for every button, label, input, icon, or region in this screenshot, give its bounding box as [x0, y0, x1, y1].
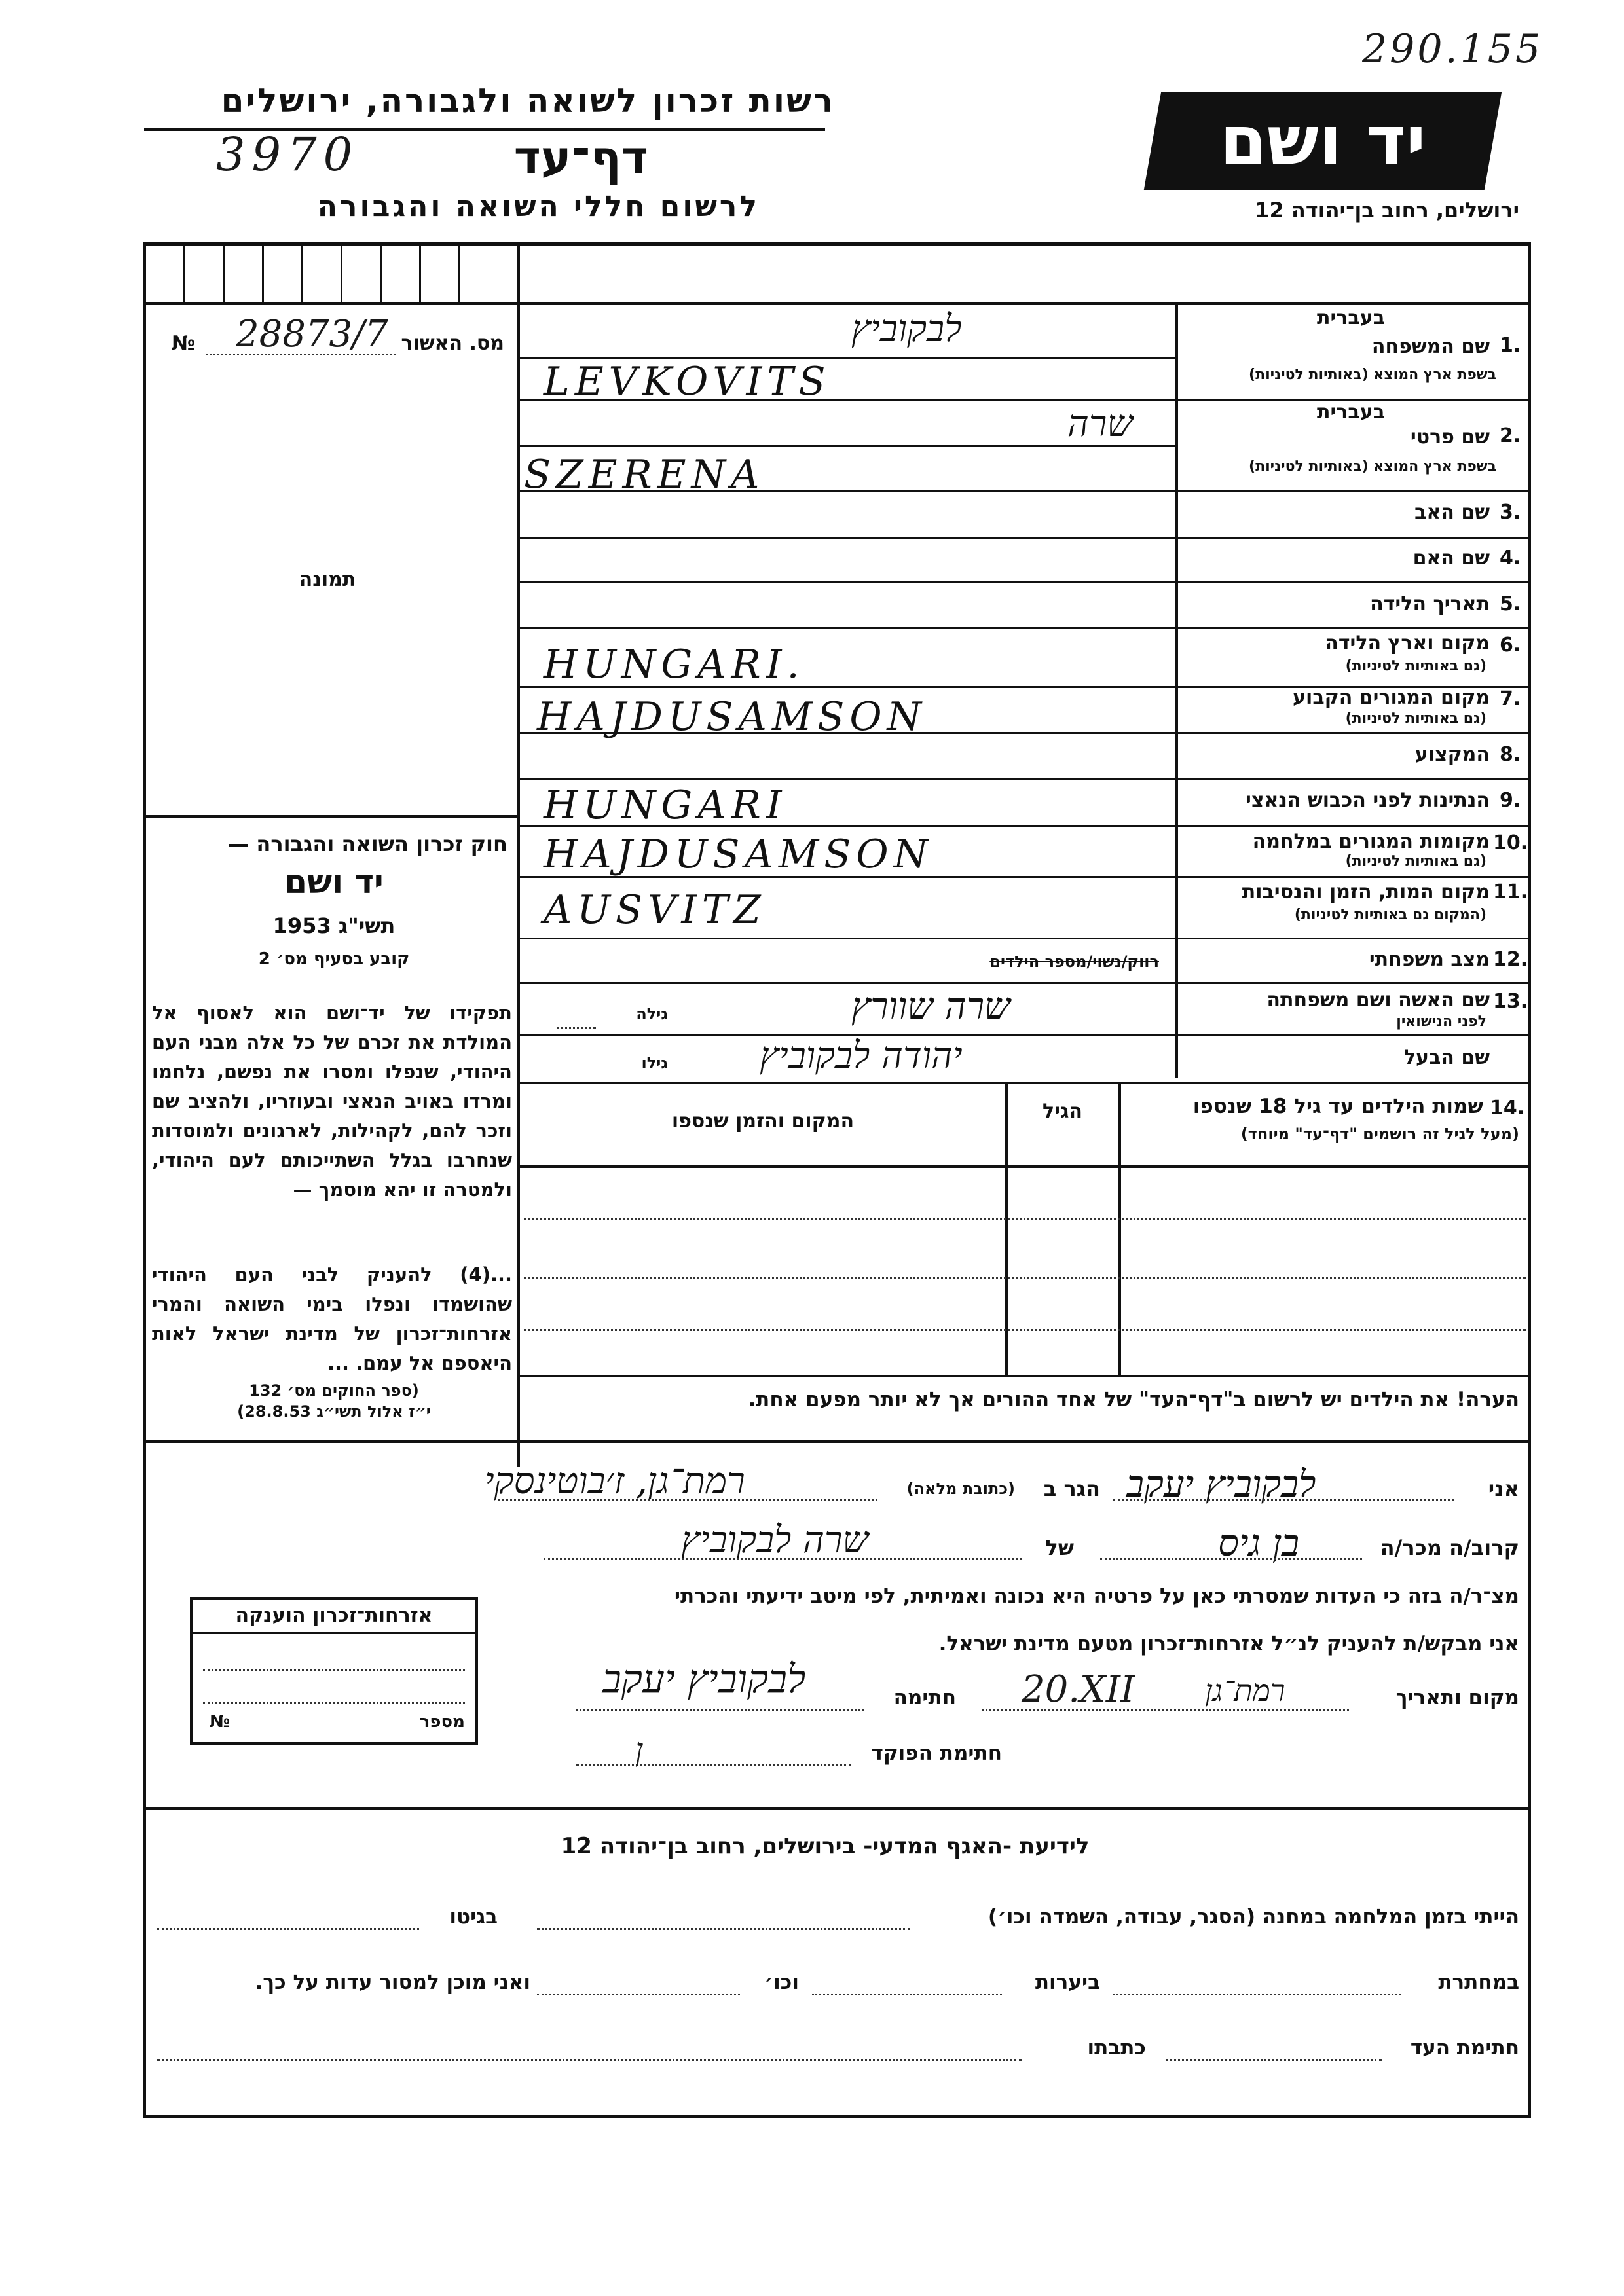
field-11-sub: (המקום גם באותיות לטיניות) — [1294, 907, 1486, 923]
bottom-row2-c: וכו׳ — [764, 1971, 799, 1994]
field-13-dots — [557, 1027, 596, 1029]
law-ref-1: (ספר החוקים מס׳ 132 — [249, 1381, 419, 1400]
logo-address: ירושלים, רחוב בן־יהודה 12 — [1255, 198, 1519, 223]
law-text-1: תפקידו של יד־ושם הוא לאסוף אל המולדת את זכרם של כל אלה מבני העם היהודי, שנפלו ומסרו את נפשם, נלחמו ומרדו באויב הנאצי ובעוזריו, ולהציב שם וזכר להם, לקהילות, לארגונים ולמוסדות שנחרבו בגלל השתייכותם לעם היהודי, ולמטרה זו יהא מוסמך — — [152, 1002, 512, 1201]
bottom-row2-b: ביערות — [1035, 1971, 1100, 1994]
decl-rel-prefix: קרוב/ה מכר/ה — [1380, 1535, 1519, 1560]
decl-officer-label: חתימת הפוקד — [871, 1741, 1002, 1765]
decl-sign-dots — [576, 1709, 864, 1711]
field-7-sub: (גם באותיות לטיניות) — [1345, 710, 1486, 727]
field-1-value-hebrew: לבקוביץ — [851, 308, 962, 350]
field-8-label: המקצוע — [1414, 743, 1490, 766]
left-column-divider — [517, 242, 520, 1467]
form-subtitle: לרשום חללי השואה והגבורה — [317, 190, 760, 223]
bottom-row1-b: בגיטו — [449, 1905, 498, 1929]
field-13-label: שם האשה ושם משפחתה — [1266, 989, 1490, 1011]
field-11-value: AUSVITZ — [544, 887, 766, 933]
bottom-title: לידיעת -האגף המדעי- בירושלים, רחוב בן־יהודה 12 — [561, 1833, 1090, 1859]
decl-address: רמת־גן, ז׳בוטינסקי — [485, 1460, 745, 1503]
field-1-hebrew-hdr: בעברית — [1317, 306, 1385, 329]
top-grid-cell — [262, 242, 264, 302]
field-row-rule — [517, 537, 1531, 539]
field-row-rule — [517, 627, 1531, 629]
decl-mid: הגר ב — [1043, 1476, 1100, 1501]
top-grid-rule — [143, 302, 1531, 305]
bottom-row3-b: כתבתו — [1087, 2036, 1146, 2060]
law-year: תשי"ג 1953 — [272, 913, 396, 938]
children-title: שמות הילדים עד גיל 18 שנספו — [1192, 1095, 1483, 1118]
field-7-value: HAJDUSAMSON — [537, 694, 927, 740]
field-7-num: 7. — [1500, 687, 1521, 710]
field-9-num: 9. — [1500, 789, 1521, 812]
children-row-dots — [524, 1329, 1526, 1331]
decl-line4: אני מבקש/ת להעניק לנ״ל אזרחות־זכרון מטעם מדינת ישראל. — [938, 1632, 1519, 1656]
decl-sign: לבקוביץ יעקב — [602, 1656, 806, 1702]
field-2-label: שם פרטי — [1410, 426, 1490, 448]
bottom-row2-dots-b — [812, 1994, 1002, 1995]
decl-sign-label: חתימה — [893, 1686, 956, 1709]
field-1-label: שם המשפחה — [1371, 335, 1490, 358]
husband-value: יהודה לבקוביץ — [760, 1034, 963, 1077]
husband-label: שם הבעל — [1403, 1046, 1490, 1069]
field-11-num: 11. — [1493, 881, 1528, 903]
decl-rel: בן גיס — [1218, 1522, 1300, 1565]
decl-date: 20.XII — [1022, 1668, 1135, 1711]
top-grid-cell — [458, 242, 460, 302]
field-13-value-label: גילה — [636, 1005, 668, 1023]
field-10-value: HAJDUSAMSON — [544, 831, 934, 877]
field-9-value: HUNGARI — [544, 782, 787, 828]
decl-of: של — [1045, 1535, 1074, 1560]
citizenship-box-number-label: מספר — [419, 1712, 465, 1732]
field-3-label: שם האב — [1414, 501, 1490, 524]
decl-mid-sub: (כתובת מלאה) — [906, 1480, 1015, 1498]
top-grid-cell — [341, 242, 342, 302]
citizenship-box-dots — [203, 1669, 465, 1671]
decl-place-date-label: מקום ותאריך — [1395, 1686, 1519, 1709]
children-col-age-left — [1005, 1082, 1008, 1376]
field-row-rule — [517, 778, 1531, 780]
field-row-rule — [517, 982, 1531, 984]
field-13-sub: לפני הנישואין — [1396, 1013, 1486, 1030]
field-row-rule — [517, 938, 1531, 939]
top-grid-cell — [223, 242, 225, 302]
top-grid-cell — [380, 242, 382, 302]
page-number-handwritten: 3970 — [216, 128, 360, 181]
decl-officer-sign-mark: ן — [635, 1732, 644, 1768]
field-1-num: 1. — [1500, 334, 1521, 357]
top-grid-cell — [183, 242, 185, 302]
bottom-row1-dots-b — [157, 1928, 419, 1930]
field-9-label: הנתינות לפני הכבוש הנאצי — [1246, 789, 1490, 812]
top-grid-cell — [419, 242, 421, 302]
bottom-row1-a: הייתי בזמן המלחמה במחנה (הסגר, עבודה, השמדה וכו׳) — [987, 1905, 1519, 1929]
field-2-sub: בשפת ארץ המוצא (באותיות לטיניות) — [1249, 458, 1496, 475]
decl-line3: מצ־ר/ה בזה כי העדות שמסרתי כאן על פרטיה היא נכונה ואמיתית, לפי מיטב ידיעתי והכרתי — [674, 1584, 1519, 1608]
field-1-sub: בשפת ארץ המוצא (באותיות לטיניות) — [1249, 367, 1496, 383]
bottom-row3-dots-a — [1166, 2059, 1382, 2061]
field-5-label: תאריך הלידה — [1370, 592, 1490, 615]
husband-value-label: גילו — [641, 1054, 668, 1072]
field-4-label: שם האם — [1412, 547, 1490, 570]
field-row-rule — [517, 1034, 1531, 1036]
citizenship-box-number-mark: № — [210, 1712, 231, 1732]
law-ref-2: י״ז אלול תשי״ג 28.8.53) — [237, 1402, 431, 1421]
decl-name-dots — [1113, 1499, 1454, 1501]
citizenship-box-dots — [203, 1702, 465, 1704]
bottom-row3-dots-b — [157, 2059, 1022, 2061]
field-8-num: 8. — [1500, 743, 1521, 766]
field-10-num: 10. — [1493, 831, 1528, 854]
children-header-bottom — [517, 1165, 1531, 1168]
field-row-rule — [517, 1082, 1531, 1084]
field-5-num: 5. — [1500, 592, 1521, 615]
logo — [1144, 92, 1502, 190]
law-text-2: ...(4) להעניק לבני העם היהודי שהושמדו ונפלו בימי השואה והמרי אזרחות־זכרון של מדינת ישראל לאות היאספם אל עמם. ... — [152, 1264, 512, 1374]
children-col-place: המקום והזמן שנספו — [671, 1110, 855, 1133]
field-10-label: מקומות המגורים במלחמה — [1252, 830, 1490, 853]
field-3-num: 3. — [1500, 501, 1521, 524]
children-table-bottom — [517, 1375, 1531, 1377]
confirmation-number: 28873/7 — [236, 313, 388, 355]
bottom-row2-a: במחתרת — [1438, 1971, 1519, 1994]
decl-officer-dots — [576, 1764, 851, 1766]
decl-prefix: אני — [1488, 1476, 1519, 1501]
decl-address-dots — [498, 1499, 877, 1501]
law-title: חוק זכרון השואה והגבורה — — [228, 831, 507, 856]
field-2-value-latin: SZERENA — [524, 452, 765, 498]
decl-rel-name-dots — [544, 1558, 1022, 1560]
field-row-rule — [517, 445, 1175, 447]
note-bottom — [143, 1440, 1531, 1443]
photo-box-bottom — [143, 815, 520, 818]
field-6-label: מקום וארץ הלידה — [1325, 632, 1490, 655]
archive-number: 290.155 — [1362, 26, 1543, 72]
bottom-row2-dots-c — [537, 1994, 740, 1995]
citizenship-box-rule — [190, 1632, 478, 1634]
field-2-hebrew-hdr: בעברית — [1317, 401, 1385, 424]
citizenship-box-title: אזרחות־זכרון הוענקה — [235, 1604, 433, 1627]
law-name: יד ושם — [284, 863, 384, 901]
field-4-num: 4. — [1500, 547, 1521, 570]
field-12-num: 12. — [1493, 948, 1528, 971]
children-col-age: הגיל — [1043, 1100, 1082, 1123]
children-num: 14. — [1490, 1097, 1525, 1120]
bottom-row3-a: חתימת העד — [1410, 2036, 1519, 2060]
authority-title: רשות זכרון לשואה ולגבורה, ירושלים — [221, 82, 835, 120]
law-section: קובע בסעיף מס׳ 2 — [258, 949, 410, 969]
bottom-row2-d: ואני מוכן למסור עדות על כך. — [255, 1971, 530, 1994]
decl-rel-dots — [1100, 1558, 1362, 1560]
photo-label: תמונה — [299, 568, 356, 591]
bottom-row1-dots-a — [537, 1928, 910, 1930]
children-row-dots — [524, 1218, 1526, 1220]
confirmation-label: מס. האשור — [401, 332, 504, 355]
decl-rel-name: שרה לבקוביץ — [681, 1519, 869, 1561]
confirmation-no-mark: № — [172, 332, 196, 355]
field-13-value: שרה שוורץ — [851, 985, 1010, 1028]
children-subtitle: (מעל לגיל זה רושמים "דף־עד" מיוחד) — [1240, 1125, 1519, 1143]
field-10-sub: (גם באותיות לטיניות) — [1345, 853, 1486, 869]
bottom-row2-dots-a — [1113, 1994, 1401, 1995]
field-6-value: HUNGARI. — [544, 642, 805, 687]
value-column-divider — [1175, 302, 1178, 309]
logo-text: יד ושם — [1219, 101, 1426, 181]
decl-place: רמת־גן — [1205, 1673, 1285, 1708]
children-row-dots — [524, 1277, 1526, 1279]
field-12-label: מצב משפחתי — [1369, 948, 1490, 971]
label-column-divider — [1175, 302, 1178, 1078]
field-12-value-label: רווק/נשוי/מספר הילדים — [989, 953, 1159, 971]
top-grid-cell — [301, 242, 303, 302]
field-7-label: מקום המגורים הקבוע — [1293, 686, 1490, 709]
form-title: דף־עד — [513, 131, 648, 185]
field-6-num: 6. — [1500, 634, 1521, 657]
field-13-num: 13. — [1493, 990, 1528, 1013]
note: הערה! את הילדים יש לרשום ב"דף־העד" של אחד ההורים אך לא יותר מפעם אחת. — [748, 1388, 1519, 1412]
children-col-age-right — [1118, 1082, 1121, 1376]
field-6-sub: (גם באותיות לטיניות) — [1345, 658, 1486, 674]
field-row-rule — [517, 581, 1531, 583]
decl-date-dots — [982, 1709, 1349, 1711]
field-2-num: 2. — [1500, 424, 1521, 447]
field-11-label: מקום המות, הזמן והנסיבות — [1242, 881, 1490, 903]
decl-name: לבקוביץ יעקב — [1126, 1463, 1316, 1506]
field-2-value-hebrew: שרה — [1067, 403, 1133, 445]
bottom-section-top — [143, 1807, 1531, 1810]
field-1-value-latin: LEVKOVITS — [544, 359, 831, 405]
